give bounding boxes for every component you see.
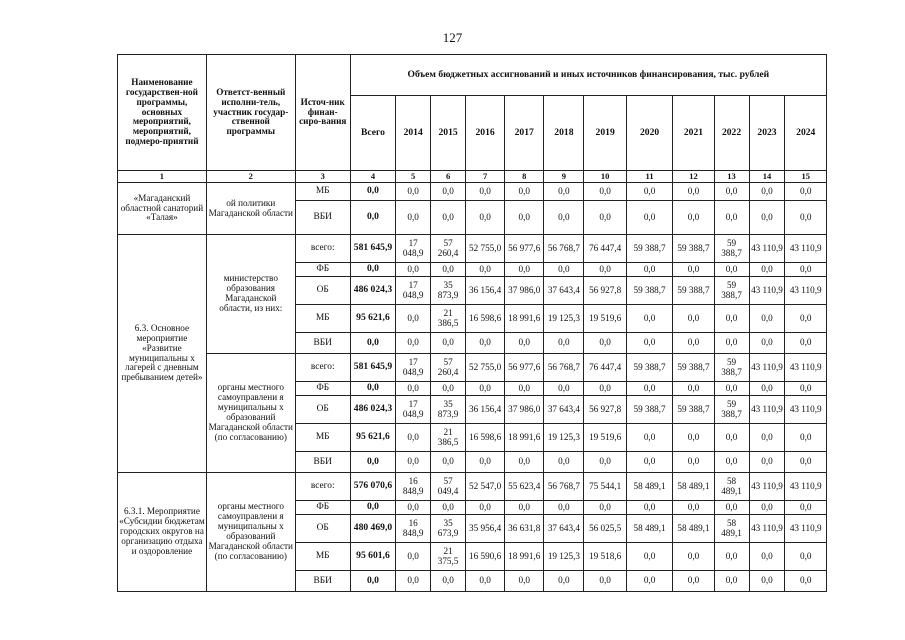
column-number: 12 — [673, 171, 714, 183]
year-value-cell: 0,0 — [466, 201, 505, 235]
year-value-cell: 0,0 — [673, 333, 714, 354]
year-value-cell: 0,0 — [714, 183, 749, 201]
year-value-cell: 0,0 — [673, 263, 714, 277]
year-value-cell: 56 977,6 — [505, 235, 544, 263]
year-value-cell: 0,0 — [466, 452, 505, 473]
year-value-cell: 75 544,1 — [584, 473, 626, 501]
year-value-cell: 0,0 — [626, 382, 673, 396]
total-cell: 0,0 — [350, 501, 395, 515]
year-value-cell: 37 643,4 — [544, 396, 584, 424]
year-value-cell: 0,0 — [749, 333, 785, 354]
executor-cell: органы местного самоуправлени я муниципальны х образований Магаданской области (по согласованию) — [206, 473, 295, 592]
year-value-cell: 0,0 — [544, 571, 584, 592]
header-executor: Ответст-венный исполни-тель, участник государ-ственной программы — [206, 55, 295, 171]
year-value-cell: 56 768,7 — [544, 235, 584, 263]
year-value-cell: 59 388,7 — [714, 277, 749, 305]
total-cell: 486 024,3 — [350, 396, 395, 424]
year-value-cell: 19 125,3 — [544, 543, 584, 571]
year-value-cell: 19 125,3 — [544, 424, 584, 452]
executor-cell: ой политики Магаданской области — [206, 183, 295, 235]
column-number-row — [118, 171, 827, 183]
year-value-cell: 0,0 — [626, 452, 673, 473]
column-number: 14 — [749, 171, 785, 183]
header-year: 2014 — [396, 96, 431, 171]
year-value-cell: 59 388,7 — [673, 235, 714, 263]
column-number: 11 — [626, 171, 673, 183]
year-value-cell: 0,0 — [785, 382, 827, 396]
year-value-cell: 0,0 — [505, 263, 544, 277]
year-value-cell: 59 388,7 — [673, 354, 714, 382]
year-value-cell: 0,0 — [785, 333, 827, 354]
year-value-cell: 0,0 — [714, 333, 749, 354]
year-value-cell: 0,0 — [396, 501, 431, 515]
year-value-cell: 0,0 — [673, 452, 714, 473]
total-cell: 95 621,6 — [350, 305, 395, 333]
table-row — [118, 235, 827, 263]
column-number: 3 — [295, 171, 350, 183]
year-value-cell: 0,0 — [396, 201, 431, 235]
year-value-cell: 43 110,9 — [785, 235, 827, 263]
year-value-cell: 52 755,0 — [466, 235, 505, 263]
header-total: Всего — [350, 96, 395, 171]
year-value-cell: 0,0 — [431, 452, 466, 473]
year-value-cell: 0,0 — [673, 382, 714, 396]
year-value-cell: 37 986,0 — [505, 277, 544, 305]
year-value-cell: 0,0 — [785, 501, 827, 515]
year-value-cell: 0,0 — [544, 263, 584, 277]
year-value-cell: 0,0 — [785, 201, 827, 235]
year-value-cell: 0,0 — [785, 452, 827, 473]
header-year: 2019 — [584, 96, 626, 171]
year-value-cell: 0,0 — [544, 201, 584, 235]
funding-source-cell: ФБ — [295, 382, 350, 396]
year-value-cell: 43 110,9 — [749, 277, 785, 305]
funding-source-cell: ОБ — [295, 515, 350, 543]
year-value-cell: 16 598,6 — [466, 424, 505, 452]
year-value-cell: 0,0 — [466, 382, 505, 396]
year-value-cell: 59 388,7 — [714, 354, 749, 382]
year-value-cell: 0,0 — [431, 382, 466, 396]
year-value-cell: 52 755,0 — [466, 354, 505, 382]
total-cell: 0,0 — [350, 571, 395, 592]
year-value-cell: 0,0 — [431, 333, 466, 354]
year-value-cell: 35 873,9 — [431, 396, 466, 424]
year-value-cell: 43 110,9 — [749, 354, 785, 382]
header-year: 2018 — [544, 96, 584, 171]
year-value-cell: 0,0 — [673, 571, 714, 592]
year-value-cell: 0,0 — [673, 501, 714, 515]
column-number: 7 — [466, 171, 505, 183]
year-value-cell: 0,0 — [673, 424, 714, 452]
year-value-cell: 0,0 — [673, 183, 714, 201]
header-year: 2022 — [714, 96, 749, 171]
year-value-cell: 0,0 — [396, 382, 431, 396]
year-value-cell: 0,0 — [785, 571, 827, 592]
total-cell: 0,0 — [350, 201, 395, 235]
column-number: 9 — [544, 171, 584, 183]
year-value-cell: 0,0 — [714, 424, 749, 452]
year-value-cell: 56 977,6 — [505, 354, 544, 382]
total-cell: 0,0 — [350, 183, 395, 201]
year-value-cell: 0,0 — [544, 452, 584, 473]
table-row — [118, 183, 827, 201]
year-value-cell: 59 388,7 — [626, 277, 673, 305]
year-value-cell: 0,0 — [714, 382, 749, 396]
year-value-cell: 58 489,1 — [673, 515, 714, 543]
year-value-cell: 0,0 — [626, 543, 673, 571]
year-value-cell: 76 447,4 — [584, 235, 626, 263]
year-value-cell: 0,0 — [714, 201, 749, 235]
year-value-cell: 36 156,4 — [466, 277, 505, 305]
header-year: 2023 — [749, 96, 785, 171]
year-value-cell: 18 991,6 — [505, 424, 544, 452]
program-name-cell: 6.3.1. Мероприятие «Субсидии бюджетам городских округов на организацию отдыха и оздоровление — [118, 473, 207, 592]
year-value-cell: 21 375,5 — [431, 543, 466, 571]
year-value-cell: 21 386,5 — [431, 305, 466, 333]
year-value-cell: 59 388,7 — [626, 235, 673, 263]
year-value-cell: 0,0 — [785, 305, 827, 333]
year-value-cell: 0,0 — [749, 183, 785, 201]
year-value-cell: 59 388,7 — [673, 277, 714, 305]
year-value-cell: 0,0 — [505, 571, 544, 592]
year-value-cell: 21 386,5 — [431, 424, 466, 452]
total-cell: 0,0 — [350, 333, 395, 354]
year-value-cell: 0,0 — [584, 501, 626, 515]
total-cell: 95 601,6 — [350, 543, 395, 571]
year-value-cell: 35 873,9 — [431, 277, 466, 305]
year-value-cell: 0,0 — [505, 183, 544, 201]
year-value-cell: 56 768,7 — [544, 473, 584, 501]
year-value-cell: 0,0 — [714, 452, 749, 473]
year-value-cell: 0,0 — [584, 201, 626, 235]
column-number: 8 — [505, 171, 544, 183]
year-value-cell: 37 643,4 — [544, 515, 584, 543]
header-year: 2016 — [466, 96, 505, 171]
funding-source-cell: ОБ — [295, 277, 350, 305]
year-value-cell: 0,0 — [714, 571, 749, 592]
year-value-cell: 19 519,6 — [584, 424, 626, 452]
year-value-cell: 0,0 — [673, 305, 714, 333]
header-year: 2021 — [673, 96, 714, 171]
year-value-cell: 0,0 — [626, 571, 673, 592]
year-value-cell: 0,0 — [626, 305, 673, 333]
year-value-cell: 0,0 — [785, 424, 827, 452]
year-value-cell: 0,0 — [749, 452, 785, 473]
page-number: 127 — [442, 30, 463, 45]
year-value-cell: 35 956,4 — [466, 515, 505, 543]
year-value-cell: 0,0 — [749, 263, 785, 277]
year-value-cell: 0,0 — [396, 333, 431, 354]
year-value-cell: 17 048,9 — [396, 354, 431, 382]
year-value-cell: 0,0 — [505, 501, 544, 515]
year-value-cell: 43 110,9 — [749, 235, 785, 263]
year-value-cell: 0,0 — [584, 183, 626, 201]
program-name-cell: «Магаданский областной санаторий «Талая» — [118, 183, 207, 235]
total-cell: 95 621,6 — [350, 424, 395, 452]
year-value-cell: 35 673,9 — [431, 515, 466, 543]
year-value-cell: 16 848,9 — [396, 473, 431, 501]
executor-cell: министерство образования Магаданской области, из них: — [206, 235, 295, 354]
funding-source-cell: всего: — [295, 235, 350, 263]
budget-table — [117, 54, 827, 592]
year-value-cell: 0,0 — [505, 382, 544, 396]
year-value-cell: 0,0 — [505, 201, 544, 235]
year-value-cell: 43 110,9 — [785, 515, 827, 543]
year-value-cell: 0,0 — [714, 263, 749, 277]
year-value-cell: 16 598,6 — [466, 305, 505, 333]
header-program: Наименование государствен-ной программы, основных мероприятий, мероприятий, подмеро-приятий — [118, 55, 207, 171]
year-value-cell: 0,0 — [466, 501, 505, 515]
program-name-cell: 6.3. Основное мероприятие «Развитие муниципальны х лагерей с дневным пребыванием детей» — [118, 235, 207, 473]
year-value-cell: 43 110,9 — [749, 515, 785, 543]
funding-source-cell: МБ — [295, 424, 350, 452]
year-value-cell: 58 489,1 — [714, 515, 749, 543]
column-number: 15 — [785, 171, 827, 183]
column-number: 13 — [714, 171, 749, 183]
year-value-cell: 0,0 — [749, 543, 785, 571]
year-value-cell: 0,0 — [626, 183, 673, 201]
funding-source-cell: всего: — [295, 473, 350, 501]
total-cell: 0,0 — [350, 452, 395, 473]
year-value-cell: 0,0 — [431, 183, 466, 201]
year-value-cell: 43 110,9 — [749, 473, 785, 501]
year-value-cell: 0,0 — [714, 501, 749, 515]
year-value-cell: 0,0 — [749, 305, 785, 333]
year-value-cell: 59 388,7 — [673, 396, 714, 424]
column-number: 2 — [206, 171, 295, 183]
year-value-cell: 0,0 — [396, 424, 431, 452]
year-value-cell: 0,0 — [584, 382, 626, 396]
year-value-cell: 0,0 — [544, 183, 584, 201]
year-value-cell: 19 519,6 — [584, 305, 626, 333]
table-row — [118, 354, 827, 382]
year-value-cell: 0,0 — [544, 501, 584, 515]
funding-source-cell: всего: — [295, 354, 350, 382]
header-year: 2024 — [785, 96, 827, 171]
year-value-cell: 17 048,9 — [396, 396, 431, 424]
header-year: 2015 — [431, 96, 466, 171]
year-value-cell: 59 388,7 — [626, 396, 673, 424]
year-value-cell: 0,0 — [544, 382, 584, 396]
year-value-cell: 0,0 — [396, 305, 431, 333]
year-value-cell: 16 848,9 — [396, 515, 431, 543]
year-value-cell: 0,0 — [466, 571, 505, 592]
year-value-cell: 0,0 — [749, 382, 785, 396]
year-value-cell: 0,0 — [714, 543, 749, 571]
total-cell: 0,0 — [350, 382, 395, 396]
year-value-cell: 0,0 — [396, 571, 431, 592]
column-number: 5 — [396, 171, 431, 183]
year-value-cell: 18 991,6 — [505, 543, 544, 571]
year-value-cell: 0,0 — [431, 201, 466, 235]
year-value-cell: 43 110,9 — [785, 354, 827, 382]
year-value-cell: 0,0 — [466, 263, 505, 277]
total-cell: 581 645,9 — [350, 354, 395, 382]
year-value-cell: 57 049,4 — [431, 473, 466, 501]
year-value-cell: 0,0 — [785, 183, 827, 201]
year-value-cell: 16 590,6 — [466, 543, 505, 571]
year-value-cell: 57 260,4 — [431, 235, 466, 263]
year-value-cell: 0,0 — [626, 201, 673, 235]
year-value-cell: 0,0 — [626, 333, 673, 354]
funding-source-cell: ОБ — [295, 396, 350, 424]
header-volume: Объем бюджетных ассигнований и иных источников финансирования, тыс. рублей — [350, 55, 826, 96]
year-value-cell: 0,0 — [544, 333, 584, 354]
year-value-cell: 0,0 — [431, 263, 466, 277]
column-number: 1 — [118, 171, 207, 183]
funding-source-cell: ВБИ — [295, 571, 350, 592]
year-value-cell: 0,0 — [505, 452, 544, 473]
column-number: 4 — [350, 171, 395, 183]
year-value-cell: 0,0 — [749, 201, 785, 235]
header-source: Источ-ник финан-сиро-вания — [295, 55, 350, 171]
year-value-cell: 17 048,9 — [396, 235, 431, 263]
year-value-cell: 0,0 — [431, 571, 466, 592]
table-row — [118, 473, 827, 501]
header-year: 2020 — [626, 96, 673, 171]
year-value-cell: 58 489,1 — [673, 473, 714, 501]
year-value-cell: 0,0 — [466, 333, 505, 354]
executor-cell: органы местного самоуправлени я муниципальны х образований Магаданской области (по согласованию) — [206, 354, 295, 473]
total-cell: 480 469,0 — [350, 515, 395, 543]
year-value-cell: 55 623,4 — [505, 473, 544, 501]
year-value-cell: 0,0 — [749, 501, 785, 515]
year-value-cell: 43 110,9 — [749, 396, 785, 424]
year-value-cell: 0,0 — [584, 571, 626, 592]
year-value-cell: 59 388,7 — [626, 354, 673, 382]
year-value-cell: 43 110,9 — [785, 277, 827, 305]
year-value-cell: 0,0 — [466, 183, 505, 201]
year-value-cell: 58 489,1 — [626, 473, 673, 501]
year-value-cell: 0,0 — [626, 424, 673, 452]
year-value-cell: 43 110,9 — [785, 396, 827, 424]
year-value-cell: 18 991,6 — [505, 305, 544, 333]
year-value-cell: 0,0 — [584, 452, 626, 473]
year-value-cell: 37 986,0 — [505, 396, 544, 424]
header-row-1 — [118, 55, 827, 96]
year-value-cell: 59 388,7 — [714, 396, 749, 424]
year-value-cell: 0,0 — [749, 571, 785, 592]
column-number: 10 — [584, 171, 626, 183]
year-value-cell: 0,0 — [673, 201, 714, 235]
year-value-cell: 0,0 — [626, 263, 673, 277]
year-value-cell: 52 547,0 — [466, 473, 505, 501]
year-value-cell: 0,0 — [396, 452, 431, 473]
year-value-cell: 0,0 — [396, 543, 431, 571]
year-value-cell: 57 260,4 — [431, 354, 466, 382]
year-value-cell: 0,0 — [749, 424, 785, 452]
year-value-cell: 56 768,7 — [544, 354, 584, 382]
year-value-cell: 0,0 — [673, 543, 714, 571]
year-value-cell: 59 388,7 — [714, 235, 749, 263]
total-cell: 581 645,9 — [350, 235, 395, 263]
year-value-cell: 0,0 — [584, 263, 626, 277]
funding-source-cell: МБ — [295, 543, 350, 571]
total-cell: 486 024,3 — [350, 277, 395, 305]
year-value-cell: 56 025,5 — [584, 515, 626, 543]
column-number: 6 — [431, 171, 466, 183]
year-value-cell: 0,0 — [396, 183, 431, 201]
year-value-cell: 0,0 — [785, 263, 827, 277]
year-value-cell: 76 447,4 — [584, 354, 626, 382]
year-value-cell: 36 631,8 — [505, 515, 544, 543]
year-value-cell: 0,0 — [431, 501, 466, 515]
year-value-cell: 19 518,6 — [584, 543, 626, 571]
budget-table-body — [118, 183, 827, 592]
year-value-cell: 56 927,8 — [584, 277, 626, 305]
year-value-cell: 56 927,8 — [584, 396, 626, 424]
year-value-cell: 58 489,1 — [714, 473, 749, 501]
header-year: 2017 — [505, 96, 544, 171]
year-value-cell: 43 110,9 — [785, 473, 827, 501]
total-cell: 576 070,6 — [350, 473, 395, 501]
funding-source-cell: ФБ — [295, 263, 350, 277]
funding-source-cell: ВБИ — [295, 333, 350, 354]
year-value-cell: 58 489,1 — [626, 515, 673, 543]
year-value-cell: 0,0 — [396, 263, 431, 277]
year-value-cell: 0,0 — [785, 543, 827, 571]
year-value-cell: 37 643,4 — [544, 277, 584, 305]
total-cell: 0,0 — [350, 263, 395, 277]
year-value-cell: 17 048,9 — [396, 277, 431, 305]
funding-source-cell: МБ — [295, 305, 350, 333]
year-value-cell: 0,0 — [505, 333, 544, 354]
year-value-cell: 0,0 — [626, 501, 673, 515]
funding-source-cell: МБ — [295, 183, 350, 201]
funding-source-cell: ВБИ — [295, 452, 350, 473]
funding-source-cell: ФБ — [295, 501, 350, 515]
year-value-cell: 0,0 — [584, 333, 626, 354]
funding-source-cell: ВБИ — [295, 201, 350, 235]
year-value-cell: 0,0 — [714, 305, 749, 333]
year-value-cell: 19 125,3 — [544, 305, 584, 333]
year-value-cell: 36 156,4 — [466, 396, 505, 424]
